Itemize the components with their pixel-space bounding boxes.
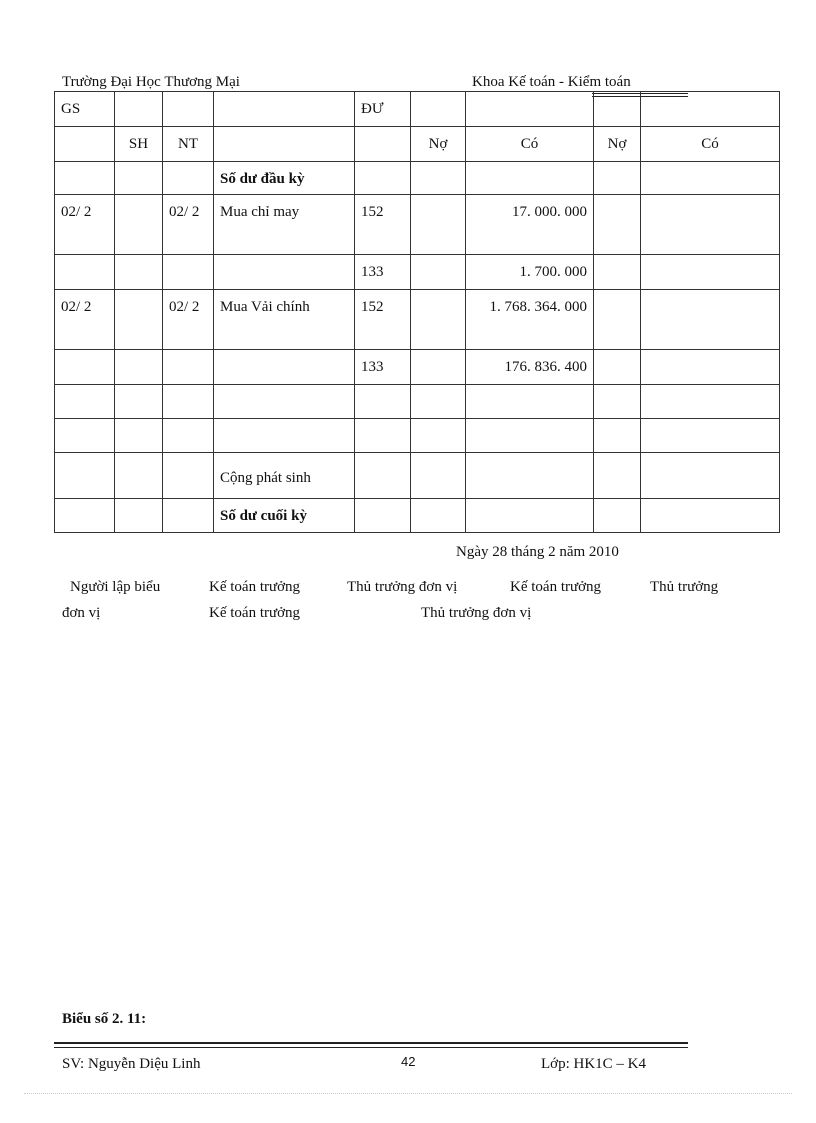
table-cell [466, 162, 594, 195]
table-cell [115, 290, 163, 350]
col-sh-header: SH [115, 127, 163, 162]
closing-balance-label: Số dư cuối kỳ [214, 499, 355, 533]
header-cell [163, 92, 214, 127]
table-cell: 17. 000. 000 [466, 195, 594, 255]
table-cell [355, 162, 411, 195]
col-credit-header: Có [641, 127, 780, 162]
faculty-name: Khoa Kế toán - Kiểm toán [472, 74, 631, 90]
table-cell [411, 385, 466, 419]
table-cell [641, 350, 780, 385]
table-cell [115, 350, 163, 385]
table-cell [214, 255, 355, 290]
footer-rule-top [54, 1042, 688, 1044]
table-cell [641, 162, 780, 195]
col-gs-header: GS [55, 92, 115, 127]
table-cell [163, 162, 214, 195]
table-cell [115, 419, 163, 453]
table-cell [466, 419, 594, 453]
table-cell [411, 162, 466, 195]
header-cell [411, 92, 466, 127]
table-cell [55, 255, 115, 290]
header-row [55, 92, 780, 127]
table-cell [641, 499, 780, 533]
table-cell [163, 385, 214, 419]
table-cell: 1. 700. 000 [466, 255, 594, 290]
signature-chief-accountant: Kế toán trưởng [209, 605, 301, 621]
table-cell [641, 453, 780, 499]
subheader-row [55, 127, 780, 162]
table-cell [115, 385, 163, 419]
table-cell: 1. 768. 364. 000 [466, 290, 594, 350]
signature-preparer: Người lập biểu [70, 579, 161, 595]
footer-student: SV: Nguyễn Diệu Linh [62, 1056, 201, 1072]
table-cell [466, 499, 594, 533]
table-cell [411, 350, 466, 385]
signature-unit-head-cont: đơn vị [62, 605, 101, 621]
table-cell [115, 499, 163, 533]
signature-unit-head: Thủ trưởng đơn vị [421, 605, 532, 621]
col-debit-header: Nợ [411, 127, 466, 162]
table-cell [355, 385, 411, 419]
table-cell: 02/ 2 [55, 195, 115, 255]
table-cell [641, 419, 780, 453]
table-row [55, 255, 780, 290]
header-cell [594, 92, 641, 127]
table-cell [355, 453, 411, 499]
table-cell: 02/ 2 [163, 290, 214, 350]
table-cell: 152 [355, 290, 411, 350]
table-cell [641, 385, 780, 419]
table-cell: Mua Vải chính [214, 290, 355, 350]
table-cell [355, 419, 411, 453]
table-cell [115, 453, 163, 499]
total-movement-label: Cộng phát sinh [214, 453, 355, 499]
table-cell [163, 419, 214, 453]
table-cell [55, 419, 115, 453]
table-cell [641, 195, 780, 255]
header-cell [214, 92, 355, 127]
table-cell [55, 385, 115, 419]
header-cell [355, 127, 411, 162]
table-cell: 133 [355, 255, 411, 290]
table-cell: 152 [355, 195, 411, 255]
table-cell [594, 419, 641, 453]
table-cell [466, 453, 594, 499]
table-cell [214, 350, 355, 385]
table-cell [115, 162, 163, 195]
footer-rule-bottom [54, 1047, 688, 1048]
ledger-table [54, 91, 780, 533]
page-number: 42 [401, 1054, 416, 1069]
table-cell: 02/ 2 [55, 290, 115, 350]
table-cell [594, 499, 641, 533]
table-row [55, 290, 780, 350]
table-cell [641, 255, 780, 290]
table-cell: Mua chỉ may [214, 195, 355, 255]
table-cell [55, 350, 115, 385]
col-du-header: ĐƯ [355, 92, 411, 127]
table-cell [55, 162, 115, 195]
table-cell [466, 385, 594, 419]
header-cell [466, 92, 594, 127]
table-cell [411, 255, 466, 290]
table-cell [411, 499, 466, 533]
header-cell [214, 127, 355, 162]
table-cell [115, 255, 163, 290]
table-cell [163, 499, 214, 533]
table-cell [355, 499, 411, 533]
table-cell [594, 290, 641, 350]
school-name: Trường Đại Học Thương Mại [62, 74, 240, 90]
table-cell [594, 453, 641, 499]
table-cell [55, 453, 115, 499]
table-cell [411, 290, 466, 350]
col-nt-header: NT [163, 127, 214, 162]
table-cell [163, 255, 214, 290]
footer-class: Lớp: HK1C – K4 [541, 1056, 647, 1072]
signature-unit-head: Thủ trưởng [650, 579, 719, 595]
opening-balance-label: Số dư đầu kỳ [214, 162, 355, 195]
table-row [55, 195, 780, 255]
table-cell [594, 195, 641, 255]
page-edge-divider [24, 1093, 792, 1094]
signature-unit-head: Thủ trưởng đơn vị [347, 579, 458, 595]
header-cell [55, 127, 115, 162]
col-debit-header: Nợ [594, 127, 641, 162]
signature-chief-accountant: Kế toán trưởng [209, 579, 301, 595]
table-row [55, 350, 780, 385]
table-cell [594, 162, 641, 195]
col-credit-header: Có [466, 127, 594, 162]
date-line: Ngày 28 tháng 2 năm 2010 [456, 544, 619, 560]
table-cell [411, 419, 466, 453]
table-cell [163, 453, 214, 499]
table-cell [214, 385, 355, 419]
header-cell [115, 92, 163, 127]
table-cell [411, 195, 466, 255]
table-cell [55, 499, 115, 533]
table-row [55, 419, 780, 453]
table-cell [594, 385, 641, 419]
table-cell: 133 [355, 350, 411, 385]
table-cell [115, 195, 163, 255]
table-row [55, 162, 780, 195]
table-cell [594, 350, 641, 385]
table-cell [163, 350, 214, 385]
signature-chief-accountant: Kế toán trưởng [510, 579, 602, 595]
table-cell [641, 290, 780, 350]
table-cell: 176. 836. 400 [466, 350, 594, 385]
table-cell [594, 255, 641, 290]
form-label: Biểu số 2. 11: [62, 1011, 147, 1027]
table-row [55, 453, 780, 499]
table-cell [411, 453, 466, 499]
table-row [55, 385, 780, 419]
table-cell: 02/ 2 [163, 195, 214, 255]
table-cell [214, 419, 355, 453]
header-cell [641, 92, 780, 127]
table-row [55, 499, 780, 533]
